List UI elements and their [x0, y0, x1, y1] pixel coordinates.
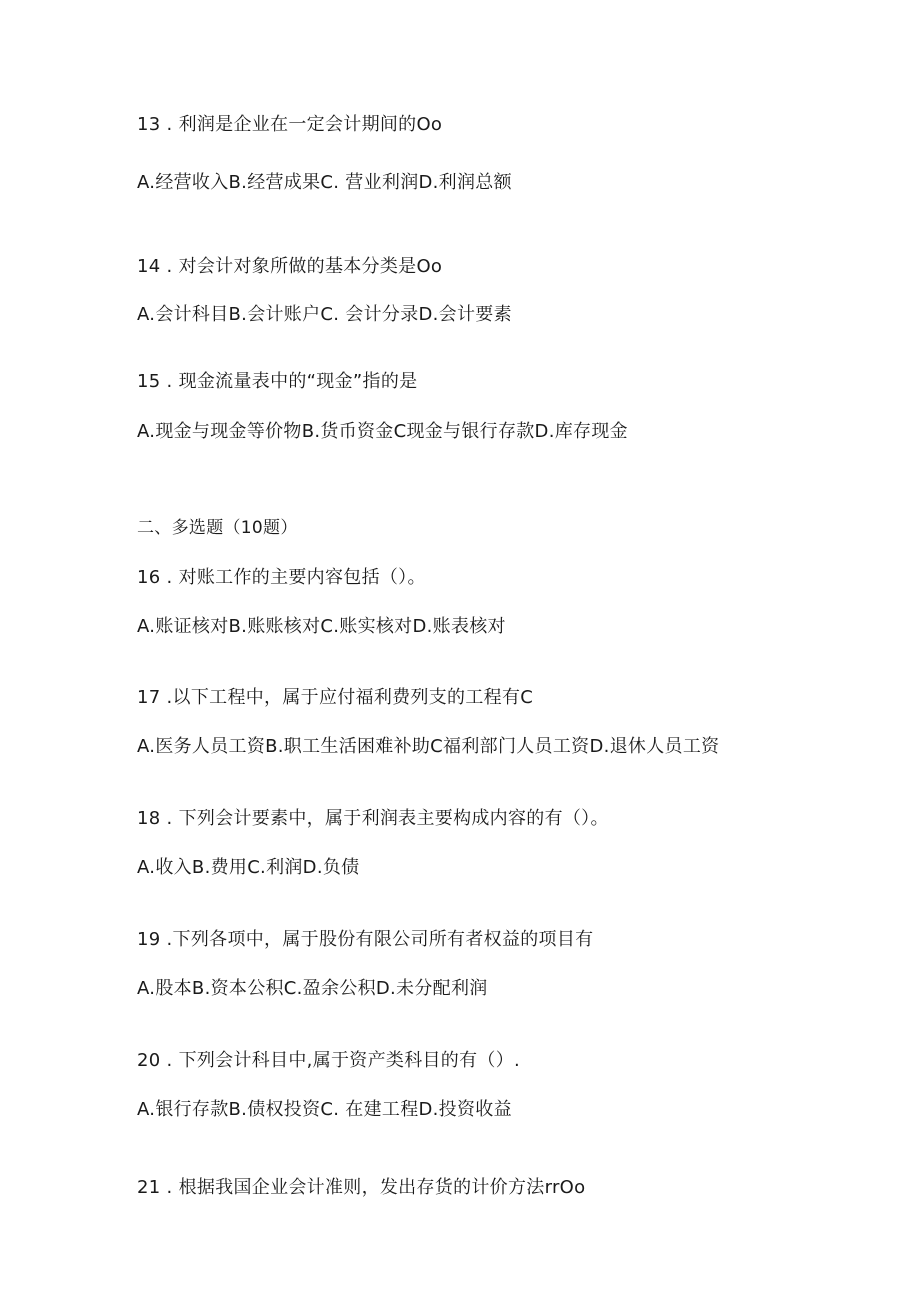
question-20-stem: 20 . 下列会计科目中,属于资产类科目的有（）.	[137, 1050, 521, 1071]
question-15-stem: 15 . 现金流量表中的“现金”指的是	[137, 371, 418, 392]
question-14-options: A.会计科目B.会计账户C. 会计分录D.会计要素	[137, 304, 512, 325]
question-18-options: A.收入B.费用C.利润D.负债	[137, 857, 360, 878]
question-19-stem: 19 .下列各项中，属于股份有限公司所有者权益的项目有	[137, 929, 594, 950]
question-18-stem: 18 . 下列会计要素中，属于利润表主要构成内容的有（）。	[137, 808, 609, 829]
question-15-options: A.现金与现金等价物B.货币资金C现金与银行存款D.库存现金	[137, 421, 628, 442]
section-heading-multiple-choice: 二、多选题（10题）	[137, 518, 298, 538]
question-14-stem: 14 . 对会计对象所做的基本分类是Oo	[137, 256, 443, 277]
question-17-stem: 17 .以下工程中，属于应付福利费列支的工程有C	[137, 687, 534, 708]
question-20-options: A.银行存款B.债权投资C. 在建工程D.投资收益	[137, 1099, 512, 1120]
question-13-stem: 13 . 利润是企业在一定会计期间的Oo	[137, 114, 443, 135]
question-21-stem: 21 . 根据我国企业会计准则，发出存货的计价方法rrOo	[137, 1177, 586, 1198]
question-16-stem: 16 . 对账工作的主要内容包括（）。	[137, 567, 426, 588]
question-17-options: A.医务人员工资B.职工生活困难补助C福利部门人员工资D.退休人员工资	[137, 736, 720, 757]
question-16-options: A.账证核对B.账账核对C.账实核对D.账表核对	[137, 616, 506, 637]
question-13-options: A.经营收入B.经营成果C. 营业利润D.利润总额	[137, 172, 512, 193]
question-19-options: A.股本B.资本公积C.盈余公积D.未分配利润	[137, 978, 488, 999]
